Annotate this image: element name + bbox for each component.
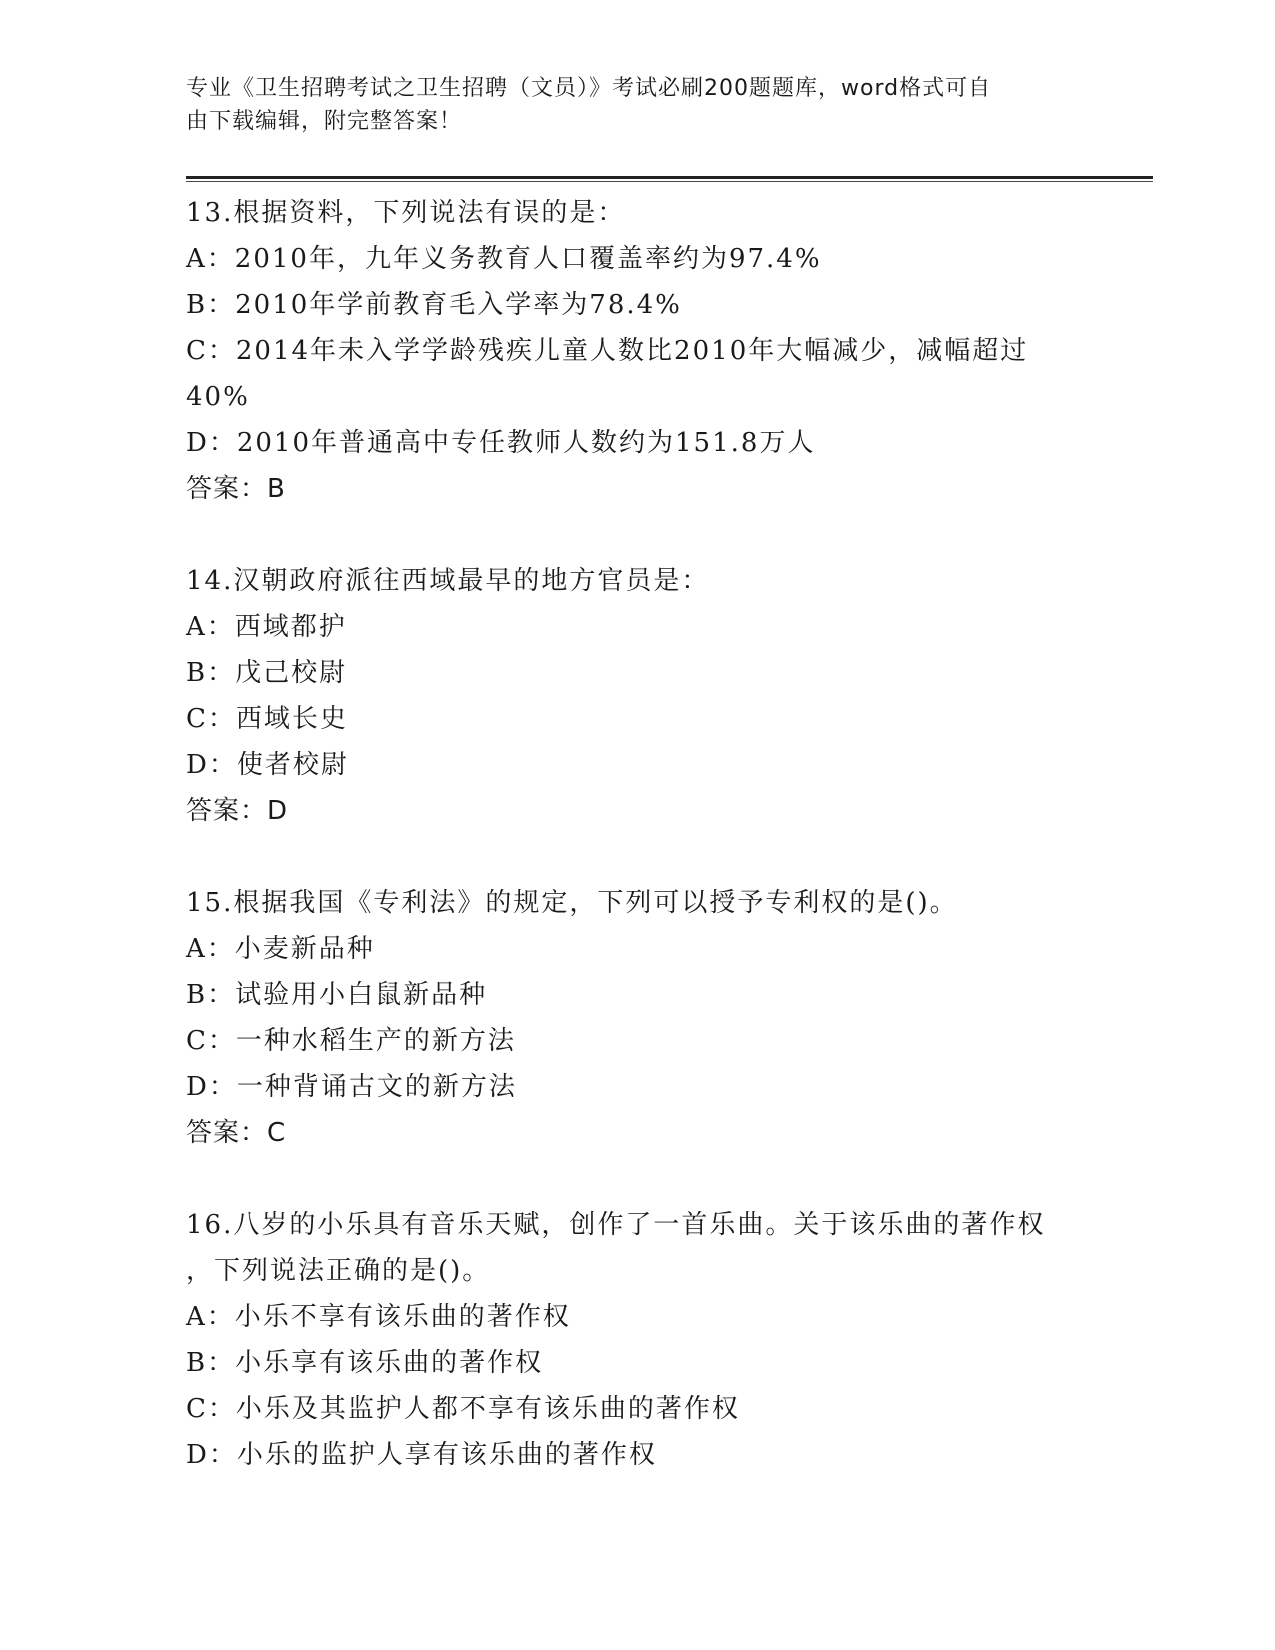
question-14 [186,558,1086,834]
question-stem: 15.根据我国《专利法》的规定，下列可以授予专利权的是()。 [186,888,958,918]
header-line: 专业《卫生招聘考试之卫生招聘（文员）》考试必刷200题题库，word格式可自 [186,76,992,101]
option-b: B：小乐享有该乐曲的著作权 [186,1348,544,1378]
answer-line: 答案：C [186,1118,287,1148]
header-line: 由下载编辑，附完整答案！ [186,109,463,134]
option-a: A：小麦新品种 [186,934,375,964]
option-a: A：西域都护 [186,612,347,642]
question-16 [186,1202,1086,1478]
option-b: B：试验用小白鼠新品种 [186,980,488,1010]
question-13 [186,190,1086,512]
header-divider [186,176,1153,179]
option-d: D：使者校尉 [186,750,349,780]
option-b: B：2010年学前教育毛入学率为78.4% [186,290,682,320]
question-stem: 13.根据资料，下列说法有误的是： [186,198,626,228]
option-d: D：一种背诵古文的新方法 [186,1072,517,1102]
option-c: C：小乐及其监护人都不享有该乐曲的著作权 [186,1394,740,1424]
option-c: C：一种水稻生产的新方法 [186,1026,516,1056]
option-c: C：西域长史 [186,704,348,734]
option-a: A：小乐不享有该乐曲的著作权 [186,1302,571,1332]
answer-line: 答案：B [186,474,286,504]
option-d: D：小乐的监护人享有该乐曲的著作权 [186,1440,657,1470]
question-stem: 16.八岁的小乐具有音乐天赋，创作了一首乐曲。关于该乐曲的著作权 [186,1210,1046,1240]
option-a: A：2010年，九年义务教育人口覆盖率约为97.4% [186,244,822,274]
document-header [186,72,1066,138]
question-15 [186,880,1086,1156]
question-list [186,190,1086,1478]
answer-line: 答案：D [186,796,289,826]
option-c: C：2014年未入学学龄残疾儿童人数比2010年大幅减少，减幅超过 [186,336,1029,366]
option-d: D：2010年普通高中专任教师人数约为151.8万人 [186,428,816,458]
question-stem-continued: ，下列说法正确的是()。 [186,1256,491,1286]
question-stem: 14.汉朝政府派往西域最早的地方官员是： [186,566,710,596]
header-divider-thin [186,181,1153,182]
option-c-continued: 40% [186,382,250,412]
option-b: B：戊己校尉 [186,658,348,688]
